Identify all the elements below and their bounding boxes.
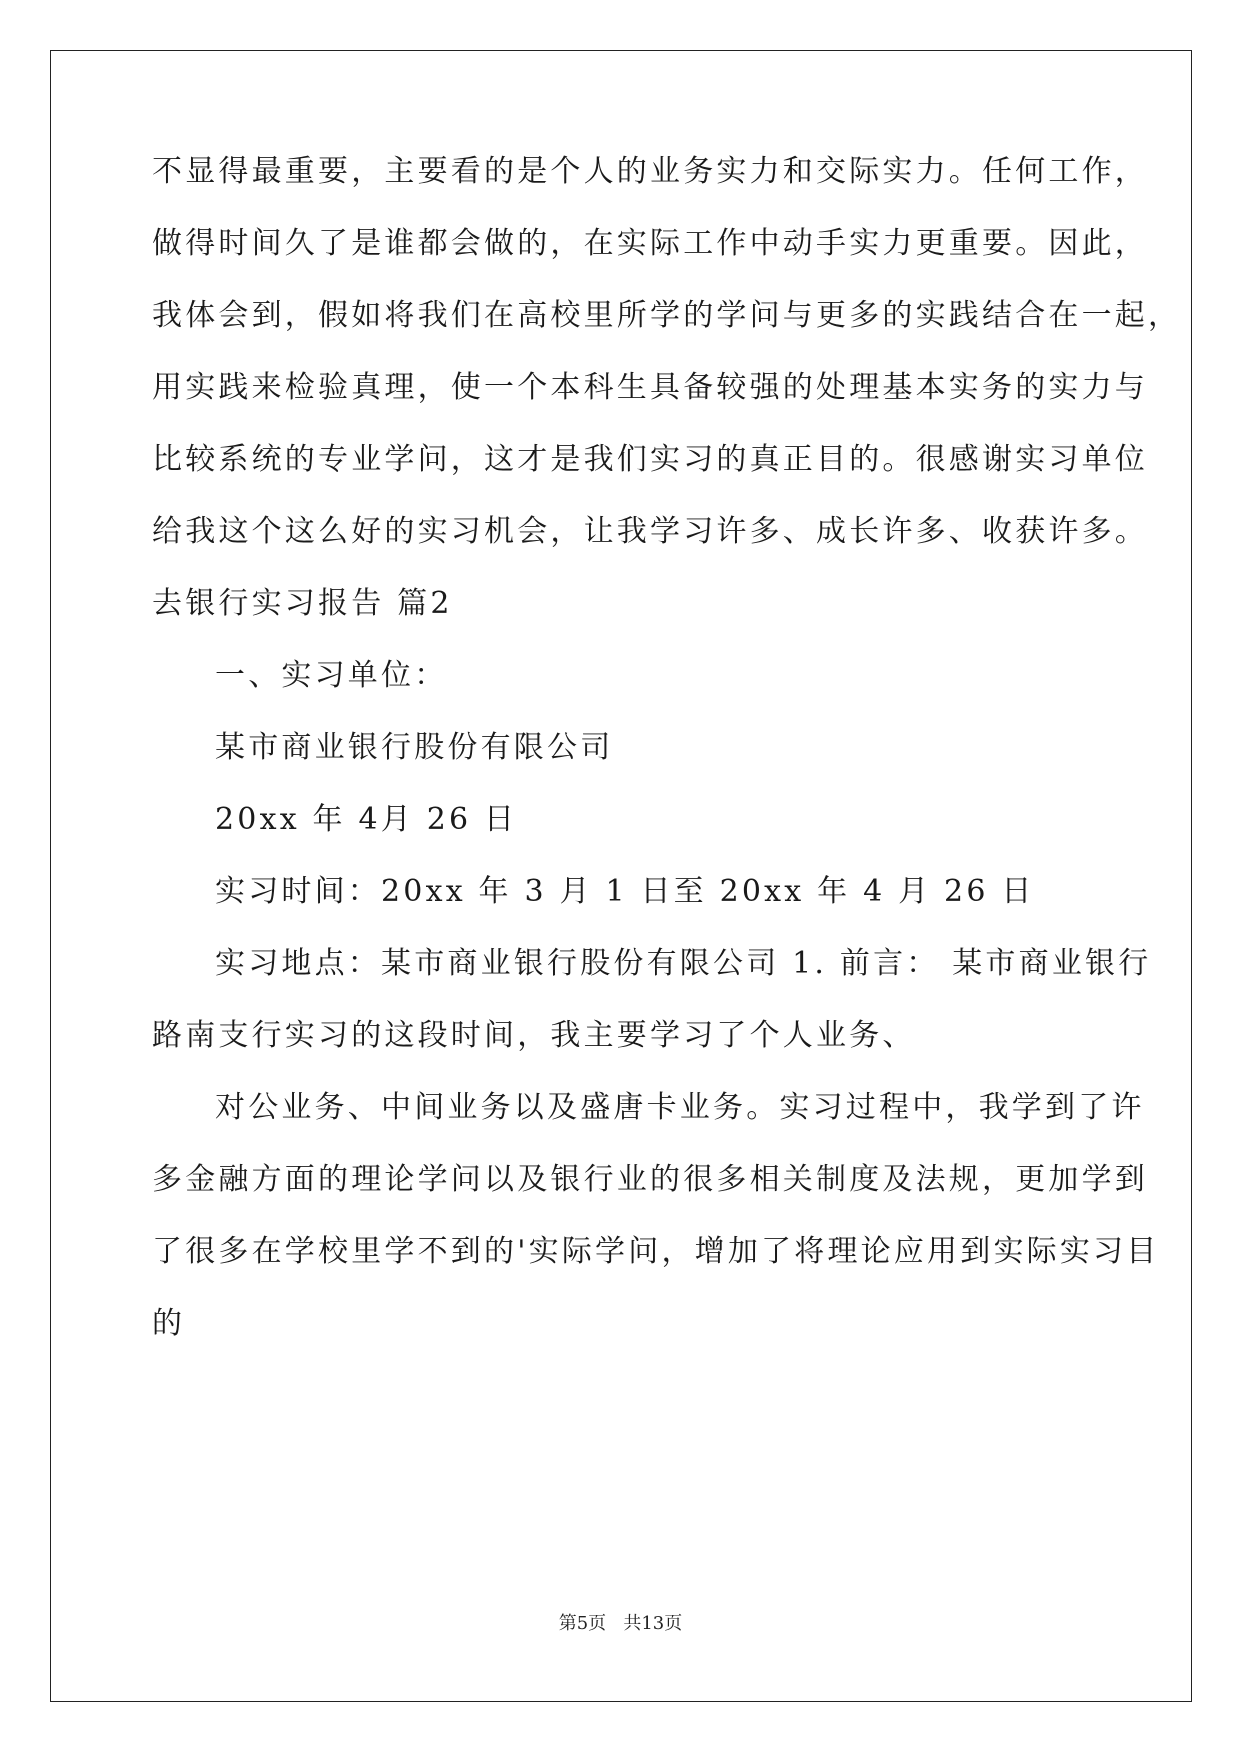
paragraph-line-1: 不显得最重要，主要看的是个人的业务实力和交际实力。任何工作，	[152, 154, 1148, 189]
paragraph-line-13: 路南支行实习的这段时间，我主要学习了个人业务、	[152, 1018, 916, 1053]
paragraph-line-4: 用实践来检验真理，使一个本科生具备较强的处理基本实务的实力与	[152, 370, 1148, 405]
paragraph-line-17: 的	[152, 1306, 186, 1341]
paragraph-line-9: 某市商业银行股份有限公司	[215, 730, 614, 765]
paragraph-line-5: 比较系统的专业学问，这才是我们实习的真正目的。很感谢实习单位	[152, 442, 1148, 477]
paragraph-line-8: 一、实习单位：	[215, 658, 448, 693]
paragraph-line-16: 了很多在学校里学不到的'实际学问，增加了将理论应用到实际实习目	[152, 1234, 1160, 1269]
paragraph-line-10: 20xx 年 4月 26 日	[215, 802, 518, 837]
paragraph-line-6: 给我这个这么好的实习机会，让我学习许多、成长许多、收获许多。	[152, 514, 1148, 549]
section-heading: 去银行实习报告 篇2	[152, 586, 453, 621]
paragraph-line-3: 我体会到，假如将我们在高校里所学的学问与更多的实践结合在一起，	[152, 298, 1182, 333]
paragraph-line-15: 多金融方面的理论学问以及银行业的很多相关制度及法规，更加学到	[152, 1162, 1148, 1197]
page-footer	[0, 1612, 1241, 1636]
page-number: 第5页	[558, 1613, 607, 1634]
paragraph-line-12: 实习地点：某市商业银行股份有限公司 1. 前言： 某市商业银行	[215, 946, 1152, 981]
paragraph-line-14: 对公业务、中间业务以及盛唐卡业务。实习过程中，我学到了许	[215, 1090, 1145, 1125]
paragraph-line-11: 实习时间：20xx 年 3 月 1 日至 20xx 年 4 月 26 日	[215, 874, 1035, 909]
paragraph-line-2: 做得时间久了是谁都会做的，在实际工作中动手实力更重要。因此，	[152, 226, 1148, 261]
page-total: 共13页	[623, 1613, 683, 1634]
